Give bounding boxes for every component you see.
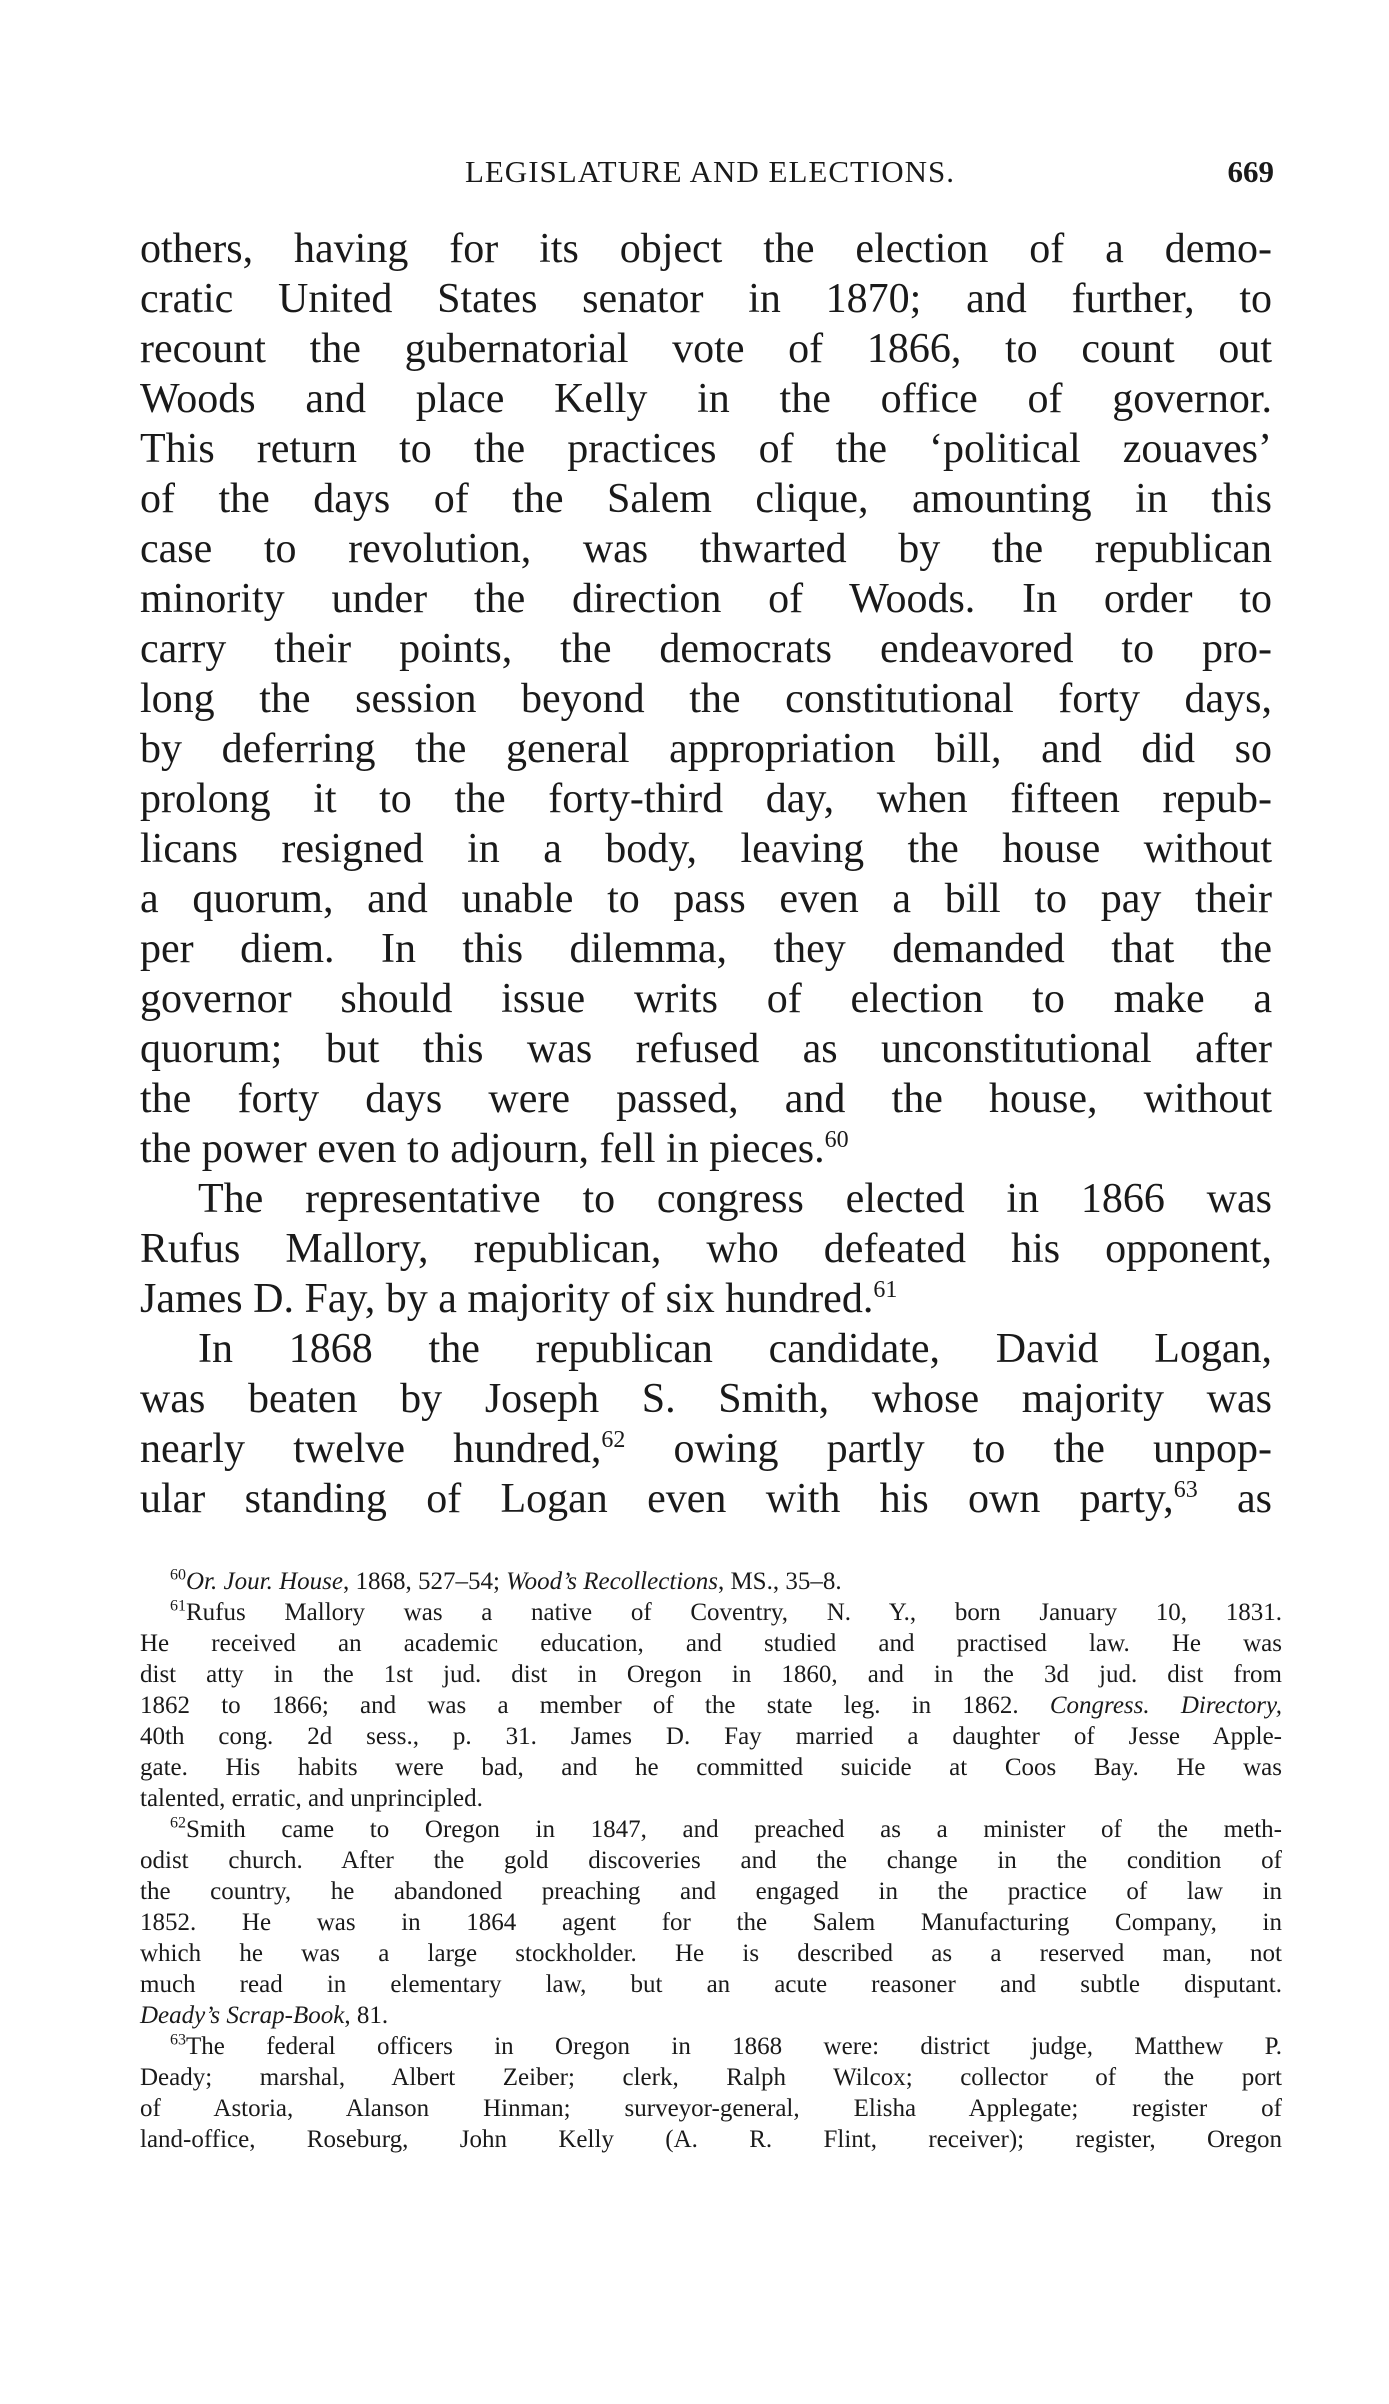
- footnote-line: He received an academic education, and studied and practised law. He was: [140, 1630, 1282, 1657]
- footnote-line: gate. His habits were bad, and he committed suicide at Coos Bay. He was: [140, 1754, 1282, 1781]
- text-line: by deferring the general appropriation bill, and did so: [140, 726, 1272, 772]
- citation-title: Deady’s Scrap-Book: [140, 2002, 345, 2029]
- citation-title: Or. Jour. House: [186, 1568, 343, 1595]
- footnote-line: Deady; marshal, Albert Zeiber; clerk, Ralph Wilcox; collector of the port: [140, 2064, 1282, 2091]
- line-text: as: [1197, 1476, 1272, 1522]
- text-line: a quorum, and unable to pass even a bill to pay their: [140, 876, 1272, 922]
- text-line: [140, 1274, 1272, 1324]
- footnote-number: 60: [170, 1566, 186, 1584]
- citation-text: , 1868, 527–54;: [342, 1568, 507, 1595]
- text-line: governor should issue writs of election to make a: [140, 976, 1272, 1022]
- text-line: [140, 1124, 1272, 1174]
- footnotes: [140, 1566, 1282, 2155]
- text-line: In 1868 the republican candidate, David Logan,: [198, 1326, 1272, 1372]
- footnote-text: 1862 to 1866; and was a member of the state leg. in 1862.: [140, 1692, 1050, 1719]
- text-line: [140, 1474, 1272, 1524]
- footnote-ref: 63: [1173, 1477, 1198, 1503]
- footnote-text: The federal officers in Oregon in 1868 were: district judge, Matthew P.: [186, 2033, 1282, 2060]
- running-head: [140, 150, 1280, 200]
- text-line: per diem. In this dilemma, they demanded that the: [140, 926, 1272, 972]
- text-line: This return to the practices of the ‘political zouaves’: [140, 426, 1272, 472]
- footnote-line: land-office, Roseburg, John Kelly (A. R. Flint, receiver); register, Oregon: [140, 2126, 1282, 2153]
- footnote-line: which he was a large stockholder. He is described as a reserved man, not: [140, 1940, 1282, 1967]
- text-line: minority under the direction of Woods. In order to: [140, 576, 1272, 622]
- footnote-line: the country, he abandoned preaching and engaged in the practice of law in: [140, 1878, 1282, 1905]
- footnote-ref: 62: [601, 1427, 626, 1453]
- text-line: Woods and place Kelly in the office of governor.: [140, 376, 1272, 422]
- line-text: nearly twelve hundred,: [140, 1426, 602, 1472]
- text-line: cratic United States senator in 1870; and further, to: [140, 276, 1272, 322]
- footnote-line: of Astoria, Alanson Hinman; surveyor-general, Elisha Applegate; register of: [140, 2095, 1282, 2122]
- citation-title: Wood’s Recollections: [506, 1568, 718, 1595]
- footnote-ref: 60: [824, 1127, 849, 1153]
- text-line: prolong it to the forty-third day, when fifteen repub-: [140, 776, 1272, 822]
- footnote-text: Smith came to Oregon in 1847, and preached as a minister of the meth-: [186, 1816, 1282, 1843]
- citation-title: Congress. Directory,: [1049, 1692, 1282, 1719]
- footnote-line: [140, 2000, 1282, 2031]
- footnote-line: talented, erratic, and unprincipled.: [140, 1785, 483, 1812]
- text-line: The representative to congress elected in 1866 was: [198, 1176, 1272, 1222]
- line-text: the power even to adjourn, fell in pieces.: [140, 1126, 825, 1172]
- line-text: ular standing of Logan even with his own party,: [140, 1476, 1174, 1522]
- line-text: owing partly to the unpop-: [625, 1426, 1272, 1472]
- text-line: licans resigned in a body, leaving the house without: [140, 826, 1272, 872]
- footnote-number: 61: [170, 1597, 186, 1615]
- footnote-line: dist atty in the 1st jud. dist in Oregon in 1860, and in the 3d jud. dist from: [140, 1661, 1282, 1688]
- footnote-61: [140, 1597, 1282, 1628]
- footnote-line: much read in elementary law, but an acute reasoner and subtle disputant.: [140, 1971, 1282, 1998]
- text-line: long the session beyond the constitutional forty days,: [140, 676, 1272, 722]
- citation-text: , 81.: [344, 2002, 389, 2029]
- footnote-number: 63: [170, 2031, 186, 2049]
- text-line: recount the gubernatorial vote of 1866, to count out: [140, 326, 1272, 372]
- footnote-text: Rufus Mallory was a native of Coventry, N. Y., born January 10, 1831.: [186, 1599, 1282, 1626]
- line-text: James D. Fay, by a majority of six hundred.: [140, 1276, 874, 1322]
- text-line: carry their points, the democrats endeavored to pro-: [140, 626, 1272, 672]
- footnote-line: [140, 1690, 1282, 1721]
- text-line: was beaten by Joseph S. Smith, whose majority was: [140, 1376, 1272, 1422]
- text-line: quorum; but this was refused as unconstitutional after: [140, 1026, 1272, 1072]
- text-line: case to revolution, was thwarted by the republican: [140, 526, 1272, 572]
- footnote-ref: 61: [873, 1277, 898, 1303]
- citation-text: , MS., 35–8.: [717, 1568, 842, 1595]
- footnote-60: [140, 1566, 1282, 1597]
- text-line: others, having for its object the election of a demo-: [140, 226, 1272, 272]
- text-line: [140, 1424, 1272, 1474]
- footnote-line: 40th cong. 2d sess., p. 31. James D. Fay married a daughter of Jesse Apple-: [140, 1723, 1282, 1750]
- footnote-line: odist church. After the gold discoveries and the change in the condition of: [140, 1847, 1282, 1874]
- text-line: the forty days were passed, and the house, without: [140, 1076, 1272, 1122]
- footnote-63: [140, 2031, 1282, 2062]
- footnote-62: [140, 1814, 1282, 1845]
- footnote-number: 62: [170, 1814, 186, 1832]
- footnote-line: 1852. He was in 1864 agent for the Salem Manufacturing Company, in: [140, 1909, 1282, 1936]
- body-text: [140, 224, 1272, 1524]
- page-number: 669: [1227, 154, 1274, 189]
- text-line: Rufus Mallory, republican, who defeated his opponent,: [140, 1226, 1272, 1272]
- running-title: LEGISLATURE AND ELECTIONS.: [464, 154, 956, 189]
- text-line: of the days of the Salem clique, amounting in this: [140, 476, 1272, 522]
